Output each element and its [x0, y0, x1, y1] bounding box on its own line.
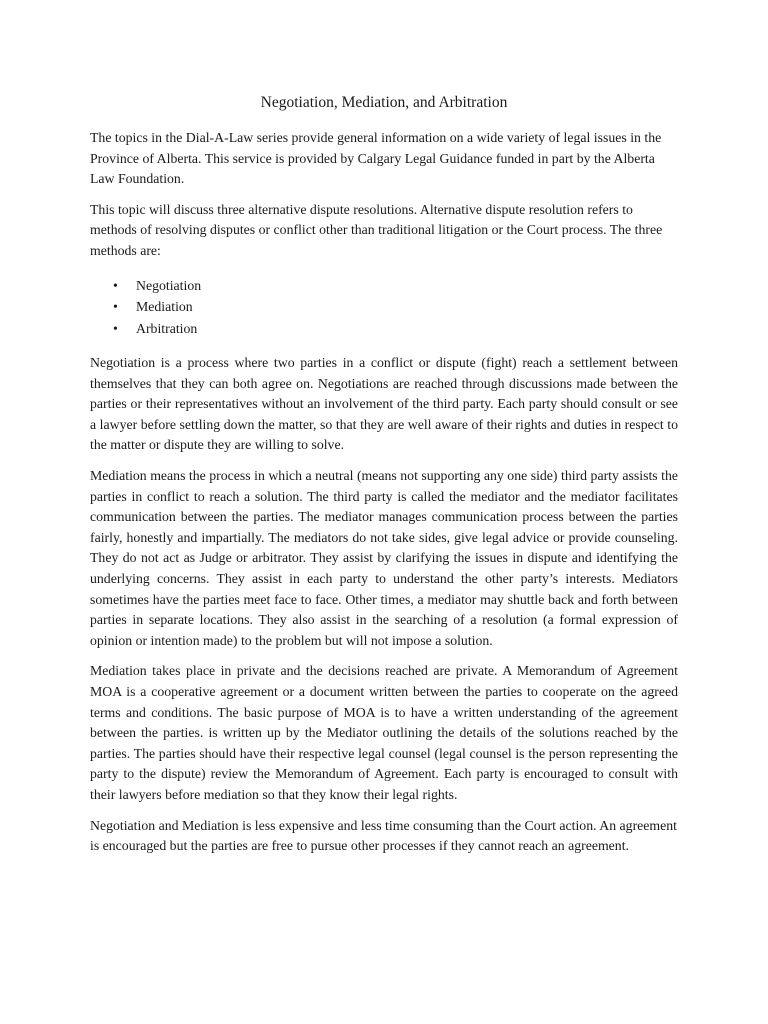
topic-paragraph: This topic will discuss three alternative dispute resolutions. Alternative dispute resolution refers to methods of resolving disputes or conflict other than traditional litigation or the Court process. The three methods are: — [90, 201, 663, 258]
methods-list — [90, 275, 678, 340]
document-page — [90, 92, 678, 867]
list-item-label: Mediation — [136, 299, 193, 315]
list-item — [90, 275, 678, 297]
list-item-label: Arbitration — [136, 320, 198, 336]
mediation-paragraph: Mediation means the process in which a neutral (means not supporting any one side) third party assists the parties in conflict to reach a solution. The third party is called the mediator and the mediator facilitates communication between the parties. The mediator manages communication process between the parties fairly, honestly and impartially. The mediators do not take sides, give legal advice or provide counseling. They do not act as Judge or arbitrator. They assist by clarifying the issues in dispute and identifying the underlying concerns. They assist in each party to understand the other party’s interests. Mediators sometimes have the parties meet face to face. Other times, a mediator may shuttle back and forth between parties in separate locations. They also assist in the searching of a resolution (a formal expression of opinion or intention made) to the problem but will not impose a solution. — [90, 468, 678, 648]
negotiation-paragraph: Negotiation is a process where two parties in a conflict or dispute (fight) reach a settlement between themselves that they can both agree on. Negotiations are reached through discussions made between the parties or their representatives without an involvement of the third party. Each party should consult or see a lawyer before settling down the matter, so that they are well aware of their rights and duties in respect to the matter or dispute they are willing to solve. — [90, 355, 678, 453]
list-item — [90, 318, 678, 340]
intro-paragraph: The topics in the Dial-A-Law series provide general information on a wide variety of legal issues in the Province of Alberta. This service is provided by Calgary Legal Guidance funded in part by the Alberta Law Foundation. — [90, 130, 662, 187]
list-item-label: Negotiation — [136, 277, 202, 293]
list-item — [90, 296, 678, 318]
mediation-private-paragraph: Mediation takes place in private and the decisions reached are private. A Memorandum of Agreement MOA is a cooperative agreement or a document written between the parties to cooperate on the agreed terms and conditions. The basic purpose of MOA is to have a written understanding of the agreement between the parties. is written up by the Mediator outlining the details of the solutions reached by the parties. The parties should have their respective legal counsel (legal counsel is the person representing the party to the dispute) review the Memorandum of Agreement. Each party is encouraged to consult with their lawyers before mediation so that they know their legal rights. — [90, 663, 678, 802]
document-title: Negotiation, Mediation, and Arbitration — [260, 94, 508, 111]
comparison-paragraph: Negotiation and Mediation is less expensive and less time consuming than the Court action. An agreement is encouraged but the parties are free to pursue other processes if they cannot reach an agreement. — [90, 817, 678, 854]
bullet-icon: • — [113, 320, 118, 336]
bullet-icon: • — [113, 277, 118, 293]
bullet-icon: • — [113, 299, 118, 315]
